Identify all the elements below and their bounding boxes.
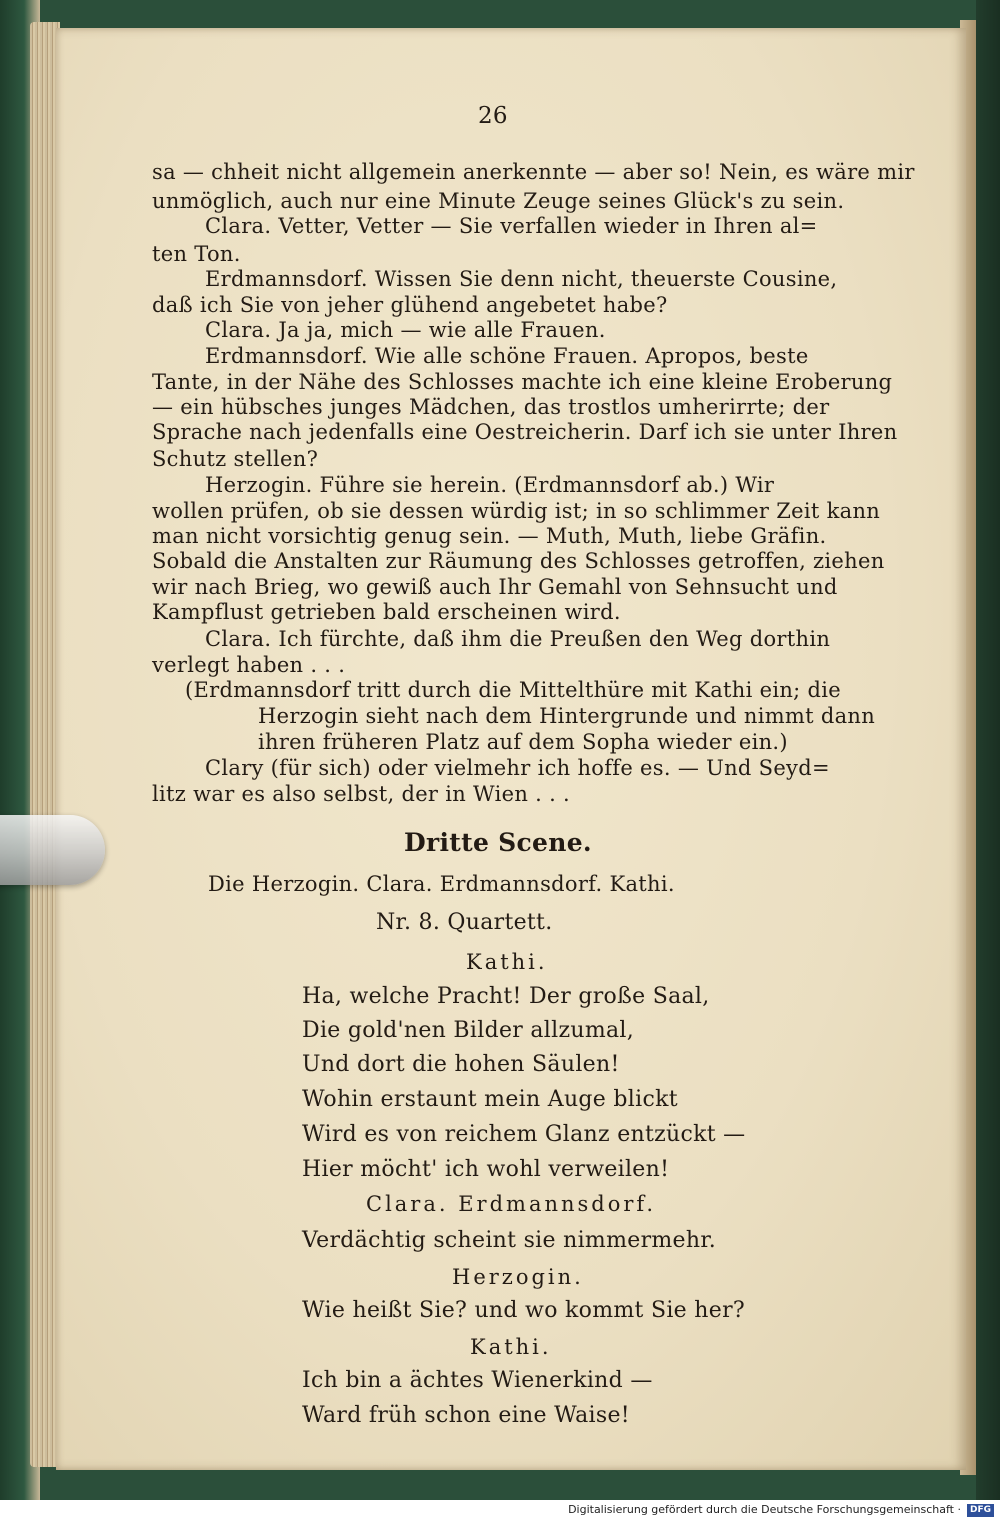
text-line: — ein hübsches junges Mädchen, das trostlos umherirrte; der <box>152 395 830 419</box>
text-line: Erdmannsdorf. Wie alle schöne Frauen. Apropos, beste <box>205 344 809 368</box>
text-line: man nicht vorsichtig genug sein. — Muth, Muth, liebe Gräfin. <box>152 524 827 548</box>
page-number: 26 <box>478 103 508 129</box>
text-line: Herzogin. Führe sie herein. (Erdmannsdorf ab.) Wir <box>205 473 775 497</box>
dfg-logo: DFG <box>967 1504 994 1517</box>
text-line: Clara. Ich fürchte, daß ihm die Preußen den Weg dorthin <box>205 627 831 651</box>
text-line: daß ich Sie von jeher glühend angebetet habe? <box>152 293 668 317</box>
text-line: sa — chheit nicht allgemein anerkennte — aber so! Nein, es wäre mir <box>152 160 915 184</box>
verse-line: Ha, welche Pracht! Der große Saal, <box>302 984 710 1009</box>
speaker-name: Kathi. <box>466 950 548 974</box>
text-line: Clara. Ja ja, mich — wie alle Frauen. <box>205 318 606 342</box>
verse-line: Hier möcht' ich wohl verweilen! <box>302 1157 670 1182</box>
verse-line: Wie heißt Sie? und wo kommt Sie her? <box>302 1298 745 1323</box>
number-title: Nr. 8. Quartett. <box>376 910 553 935</box>
text-line: Kampflust getrieben bald erscheinen wird. <box>152 600 621 624</box>
verse-line: Ward früh schon eine Waise! <box>302 1403 630 1428</box>
footer-bar <box>0 1500 1000 1519</box>
stage-direction: (Erdmannsdorf tritt durch die Mittelthüre mit Kathi ein; die <box>185 678 841 702</box>
stage-direction: Herzogin sieht nach dem Hintergrunde und nimmt dann <box>258 704 876 728</box>
stage-direction: ihren früheren Platz auf dem Sopha wieder ein.) <box>258 730 788 754</box>
verse-line: Ich bin a ächtes Wienerkind — <box>302 1368 653 1393</box>
text-line: Erdmannsdorf. Wissen Sie denn nicht, theuerste Cousine, <box>205 267 838 291</box>
text-line: Clara. Vetter, Vetter — Sie verfallen wieder in Ihren al= <box>205 214 818 238</box>
text-line: verlegt haben . . . <box>152 653 346 677</box>
scene-title: Dritte Scene. <box>404 828 592 857</box>
book-spine <box>976 0 1000 1500</box>
page-clip <box>0 815 105 885</box>
text-line: litz war es also selbst, der in Wien . . . <box>152 782 570 806</box>
text-line: Tante, in der Nähe des Schlosses machte ich eine kleine Eroberung <box>152 370 893 394</box>
speaker-name: Herzogin. <box>452 1265 584 1289</box>
cast-list: Die Herzogin. Clara. Erdmannsdorf. Kathi. <box>208 872 675 896</box>
speaker-name: Clara. Erdmannsdorf. <box>366 1192 657 1216</box>
text-line: Schutz stellen? <box>152 447 319 471</box>
text-line: Sobald die Anstalten zur Räumung des Schlosses getroffen, ziehen <box>152 549 885 573</box>
verse-line: Verdächtig scheint sie nimmermehr. <box>302 1228 717 1253</box>
text-line: Sprache nach jedenfalls eine Oestreicherin. Darf ich sie unter Ihren <box>152 420 898 444</box>
verse-line: Und dort die hohen Säulen! <box>302 1052 620 1077</box>
verse-line: Wohin erstaunt mein Auge blickt <box>302 1087 678 1112</box>
footer-credit: Digitalisierung gefördert durch die Deutsche Forschungsgemeinschaft · <box>568 1503 961 1516</box>
text-line: Clary (für sich) oder vielmehr ich hoffe es. — Und Seyd= <box>205 756 830 780</box>
text-line: ten Ton. <box>152 242 241 266</box>
speaker-name: Kathi. <box>470 1335 552 1359</box>
verse-line: Die gold'nen Bilder allzumal, <box>302 1018 635 1043</box>
text-line: wollen prüfen, ob sie dessen würdig ist; in so schlimmer Zeit kann <box>152 499 881 523</box>
text-line: unmöglich, auch nur eine Minute Zeuge seines Glück's zu sein. <box>152 189 845 213</box>
text-line: wir nach Brieg, wo gewiß auch Ihr Gemahl von Sehnsucht und <box>152 575 838 599</box>
verse-line: Wird es von reichem Glanz entzückt — <box>302 1122 746 1147</box>
